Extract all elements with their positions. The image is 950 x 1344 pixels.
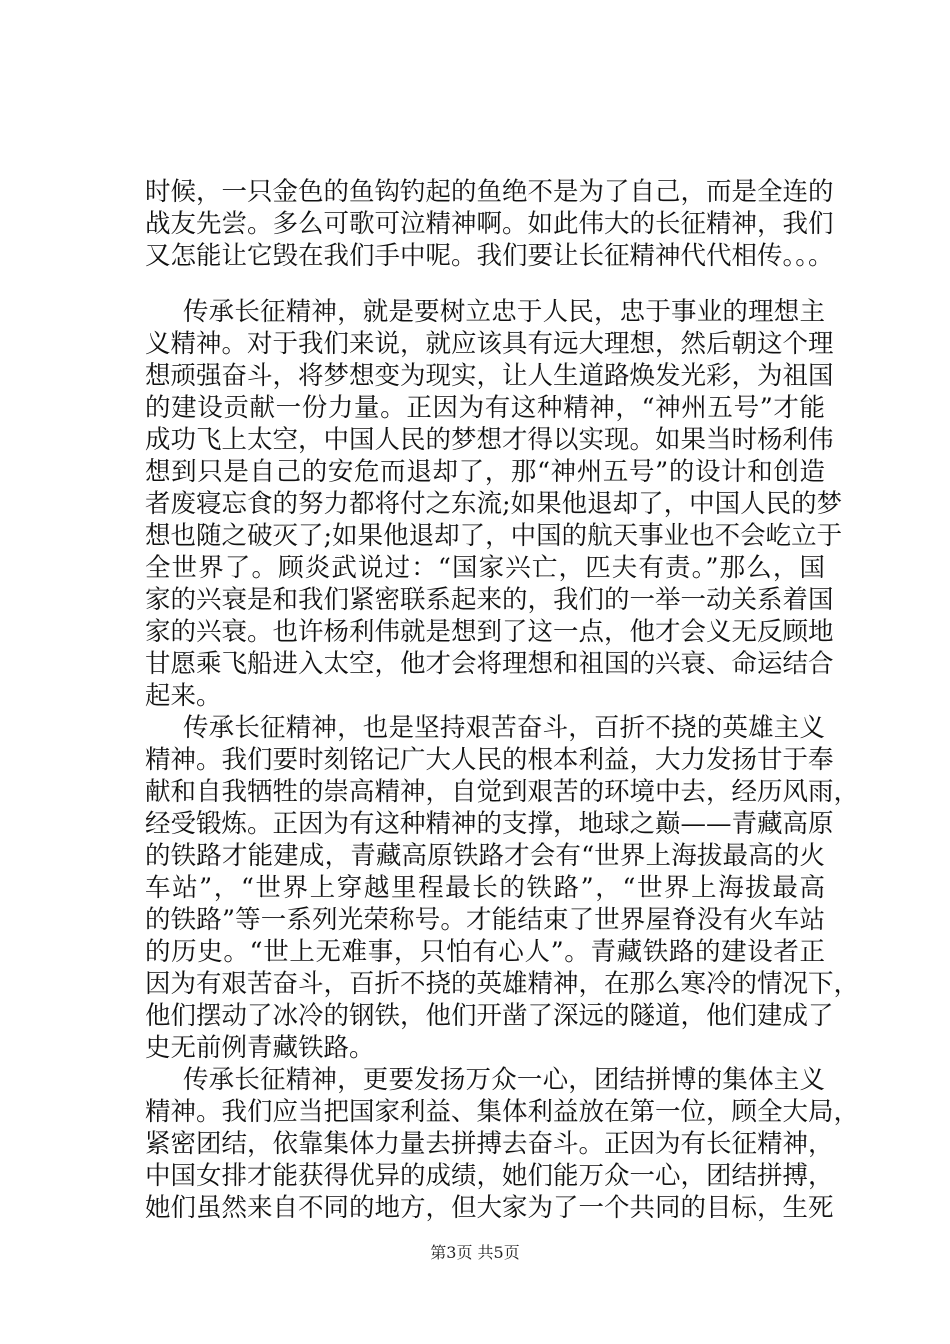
text-line: 传承长征精神，也是坚持艰苦奋斗，百折不挠的英雄主义 — [183, 713, 825, 743]
text-line: 精神。我们应当把国家利益、集体利益放在第一位，顾全大局， — [145, 1097, 860, 1127]
text-line: 紧密团结，依靠集体力量去拼搏去奋斗。正因为有长征精神， — [145, 1129, 834, 1159]
text-line: 想到只是自己的安危而退却了，那“神州五号”的设计和创造 — [145, 457, 825, 487]
text-line: 的铁路”等一系列光荣称号。才能结束了世界屋脊没有火车站 — [145, 905, 825, 935]
text-line: 史无前例青藏铁路。 — [145, 1033, 375, 1063]
text-line: 精神。我们要时刻铭记广大人民的根本利益，大力发扬甘于奉 — [145, 745, 834, 775]
text-line: 他们摆动了冰冷的钢铁，他们开凿了深远的隧道，他们建成了 — [145, 1001, 834, 1031]
text-line: 战友先尝。多么可歌可泣精神啊。如此伟大的长征精神，我们 — [145, 209, 834, 239]
text-line: 时候，一只金色的鱼钩钓起的鱼绝不是为了自己，而是全连的 — [145, 177, 834, 207]
text-line: 想顽强奋斗，将梦想变为现实，让人生道路焕发光彩，为祖国 — [145, 361, 834, 391]
text-line: 因为有艰苦奋斗，百折不挠的英雄精神，在那么寒冷的情况下， — [145, 969, 860, 999]
text-line: 义精神。对于我们来说，就应该具有远大理想，然后朝这个理 — [145, 329, 834, 359]
text-line: 家的兴衰是和我们紧密联系起来的，我们的一举一动关系着国 — [145, 585, 834, 615]
text-line: 者废寝忘食的努力都将付之东流;如果他退却了，中国人民的梦 — [145, 489, 843, 519]
text-line: 传承长征精神，就是要树立忠于人民，忠于事业的理想主 — [183, 297, 825, 327]
text-line: 车站”，“世界上穿越里程最长的铁路”，“世界上海拔最高 — [145, 873, 825, 903]
text-line: 献和自我牺牲的崇高精神，自觉到艰苦的环境中去，经历风雨， — [145, 777, 860, 807]
text-line: 的历史。“世上无难事，只怕有心人”。青藏铁路的建设者正 — [145, 937, 825, 967]
text-line: 又怎能让它毁在我们手中呢。我们要让长征精神代代相传。。。 — [145, 241, 834, 271]
text-line: 传承长征精神，更要发扬万众一心，团结拼博的集体主义 — [183, 1065, 825, 1095]
text-line: 全世界了。顾炎武说过：“国家兴亡，匹夫有责。”那么，国 — [145, 553, 825, 583]
page-number-footer: 第3页 共5页 — [430, 1243, 520, 1262]
text-line: 家的兴衰。也许杨利伟就是想到了这一点，他才会义无反顾地 — [145, 617, 834, 647]
text-line: 成功飞上太空，中国人民的梦想才得以实现。如果当时杨利伟 — [145, 425, 834, 455]
text-line: 的铁路才能建成，青藏高原铁路才会有“世界上海拔最高的火 — [145, 841, 825, 871]
text-line: 的建设贡献一份力量。正因为有这种精神，“神州五号”才能 — [145, 393, 825, 423]
text-line: 经受锻炼。正因为有这种精神的支撑，地球之巅——青藏高原 — [145, 809, 834, 839]
text-line: 她们虽然来自不同的地方，但大家为了一个共同的目标，生死 — [145, 1193, 834, 1223]
text-line: 想也随之破灭了;如果他退却了，中国的航天事业也不会屹立于 — [145, 521, 843, 551]
text-line: 起来。 — [145, 681, 222, 711]
text-line: 中国女排才能获得优异的成绩，她们能万众一心，团结拼搏， — [145, 1161, 834, 1191]
text-line: 甘愿乘飞船进入太空，他才会将理想和祖国的兴衰、命运结合 — [145, 649, 834, 679]
